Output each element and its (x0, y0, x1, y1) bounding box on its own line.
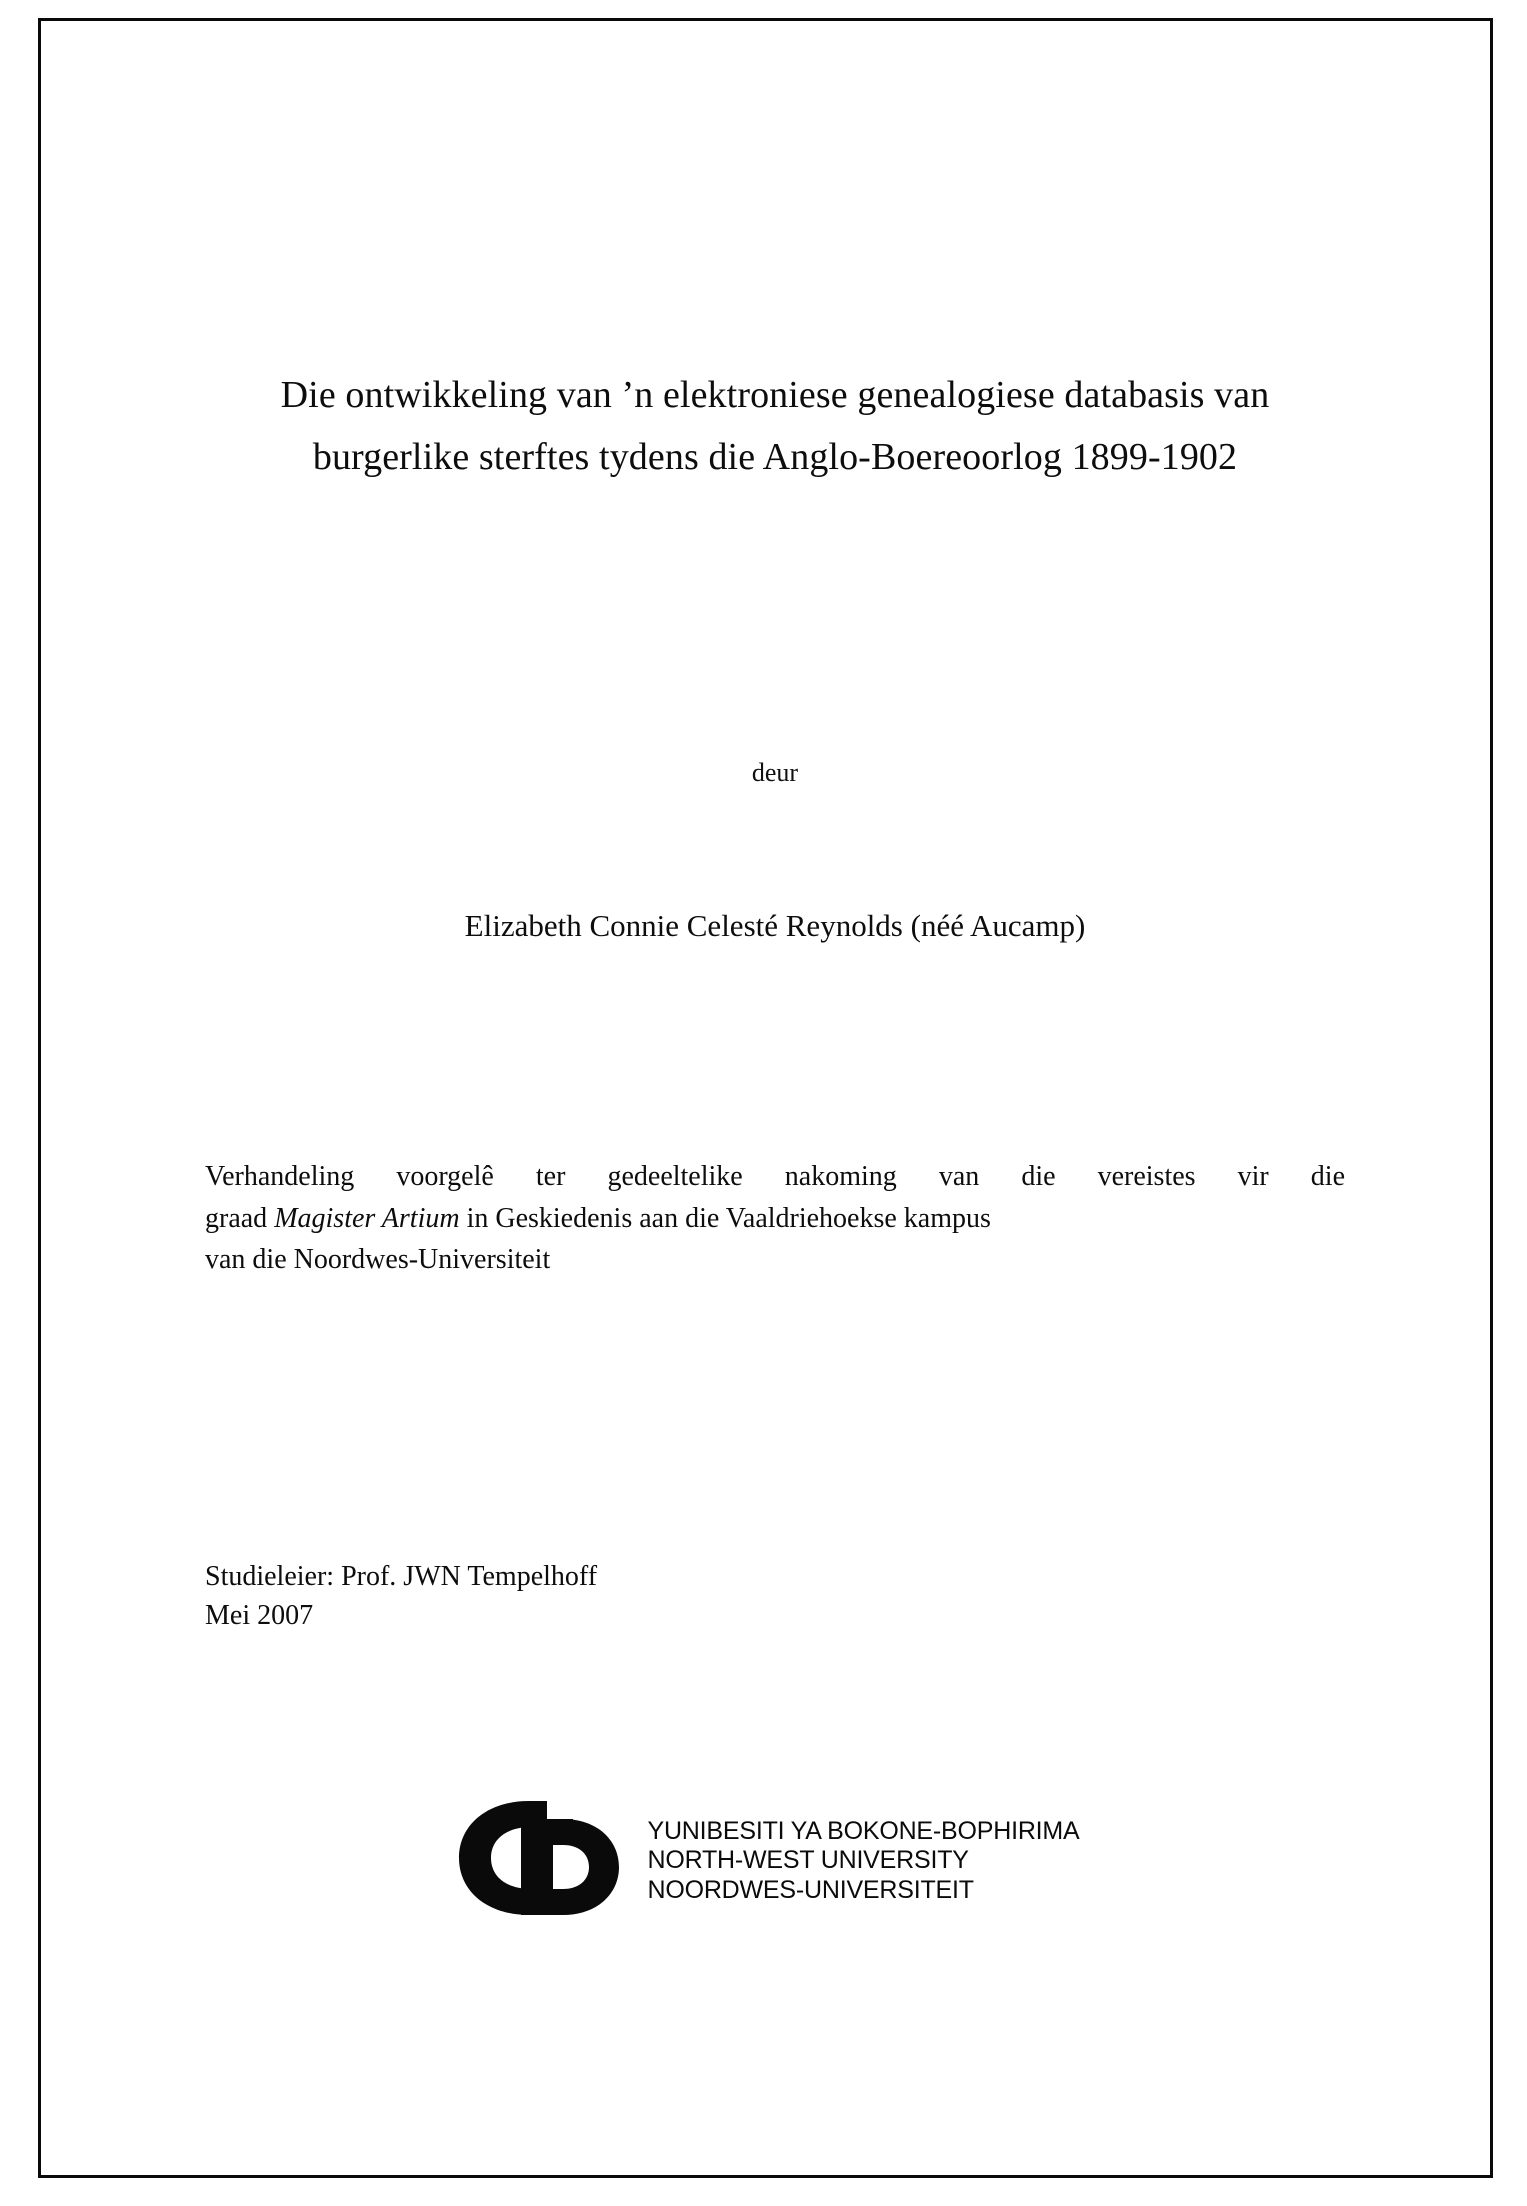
statement-line-2 (205, 1198, 1345, 1239)
supervisor-line: Studieleier: Prof. JWN Tempelhoff (205, 1561, 598, 1593)
logo-line-2: NORTH-WEST UNIVERSITY (647, 1846, 969, 1875)
logo-wrapper (451, 1793, 1079, 1923)
date-line: Mei 2007 (205, 1600, 314, 1632)
scanned-page-border (38, 18, 1493, 2178)
statement-line-2-pre: graad (205, 1202, 275, 1234)
university-logo (55, 1793, 1476, 1923)
page-content-area (55, 35, 1476, 2161)
author-name: Elizabeth Connie Celesté Reynolds (néé Aucamp) (464, 908, 1086, 944)
title-page-content (205, 365, 1345, 1636)
supervisor-block (205, 1558, 1345, 1635)
statement-line-2-post: in Geskiedenis aan die Vaaldriehoekse kampus (459, 1202, 991, 1234)
logo-line-3: NOORDWES-UNIVERSITEIT (647, 1875, 974, 1904)
degree-name: Magister Artium (274, 1202, 460, 1234)
statement-line-3: van die Noordwes-Universiteit (205, 1243, 551, 1275)
page-title (205, 365, 1345, 488)
logo-text-block (647, 1811, 1079, 1906)
title-line-2: burgerlike sterftes tydens die Anglo-Boereoorlog 1899-1902 (312, 435, 1238, 478)
by-label: deur (751, 758, 799, 788)
statement-line-1: Verhandeling voorgelê ter gedeeltelike nakoming van die vereistes vir die (205, 1161, 1345, 1193)
degree-statement (205, 1156, 1345, 1280)
nwu-logo-icon (451, 1793, 641, 1923)
logo-line-1: YUNIBESITI YA BOKONE-BOPHIRIMA (647, 1816, 1080, 1845)
title-line-1: Die ontwikkeling van ’n elektroniese genealogiese databasis van (280, 374, 1270, 416)
